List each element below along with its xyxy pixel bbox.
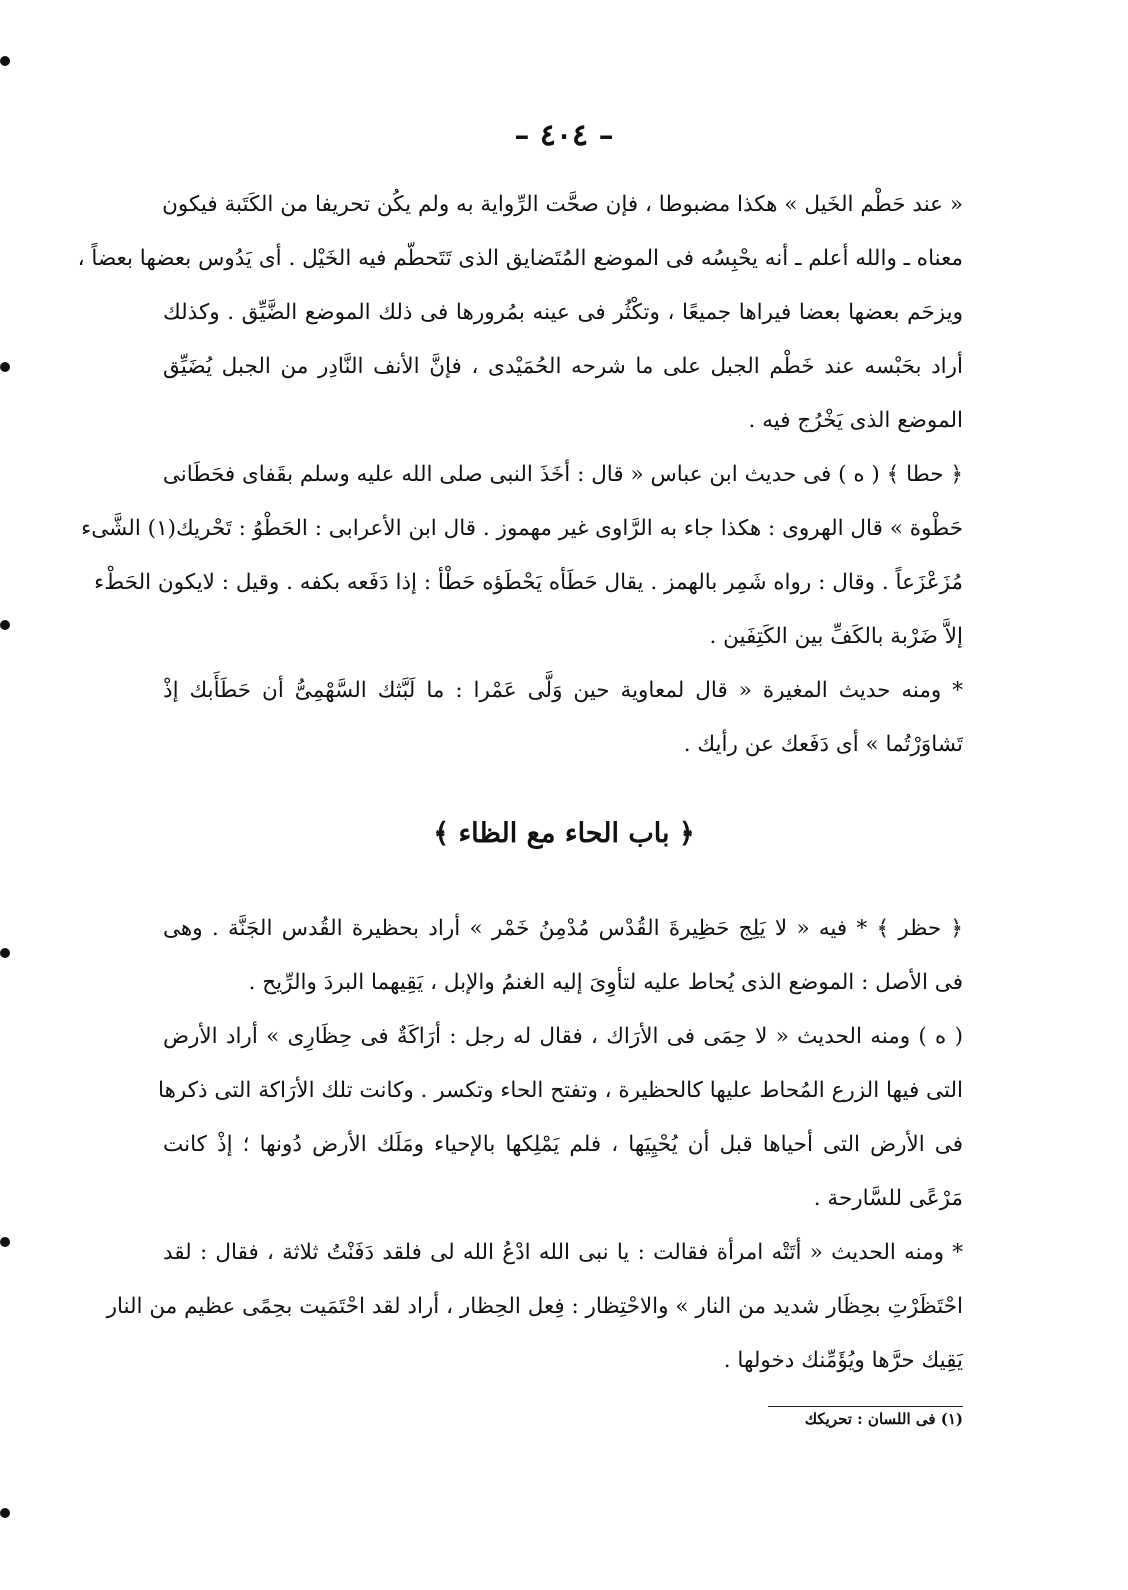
scan-margin-mark: [0, 1508, 10, 1518]
text-line: التى فيها الزرع المُحاط عليها كالحظيرة ، وتفتح الحاء وتكسر . وكانت تلك الأرَاكة التى ذكرها: [158, 1078, 963, 1103]
text-line: يَقِيك حرَّها ويُؤَمِّنك دخولها .: [723, 1348, 963, 1373]
scan-margin-mark: [0, 620, 10, 630]
text-line: ويزحَم بعضها بعضا فيراها جميعًا ، وتكْثُر فى عينه بمُرورها فى ذلك الموضع الضَّيِّق . وكذلك: [163, 300, 963, 325]
footnote-divider: [768, 1406, 963, 1407]
footnote: (١) فى اللسان : تحريكك: [804, 1410, 963, 1428]
text-line: معناه ـ والله أعلم ـ أنه يحْبِسُه فى الموضع المُتَضايق الذى تَتَحطّم فيه الخَيْل . أى يَدُوس بعضها بعضاً ،: [77, 246, 963, 271]
text-line: فى الأرض التى أحياها قبل أن يُحْيِيَها ، فلم يَمْلِكها بالإحياء ومَلَك الأرض دُونها ؛ إذْ كانت: [163, 1132, 963, 1157]
text-line: * ومنه الحديث « أتَتْه امرأة فقالت : يا نبى الله ادْعُ الله لى فلقد دَفَنْتُ ثلاثة ، فقال : لقد: [163, 1240, 963, 1265]
scan-margin-mark: [0, 362, 10, 372]
text-line: احْتَظَرْتِ بحِظَار شديد من النار » والاحْتِظار : فِعل الحِظار ، أراد لقد احْتَمَيت بحِمًى عظيم من النار: [106, 1294, 963, 1319]
text-line: إلاَّ ضَرْبة بالكَفِّ بين الكَتِفَين .: [709, 624, 963, 649]
text-line: تَشاوَرْتُما » أى دَفَعك عن رأيك .: [683, 732, 963, 757]
text-line: * ومنه حديث المغيرة « قال لمعاوية حين وَلَّى عَمْرا : ما لَبَّثك السَّهْمِىُّ أن حَطَأَبك إذْ: [163, 678, 963, 703]
text-line: فى الأصل : الموضع الذى يُحاط عليه لتأوِىَ إليه الغنمُ والإبل ، يَقِيهما البردَ والرِّيح .: [248, 970, 963, 995]
scan-margin-mark: [0, 56, 10, 66]
text-line: الموضع الذى يَخْرُج فيه .: [748, 408, 963, 433]
scan-margin-mark: [0, 948, 10, 958]
entry-heading-line: ﴿ حطا ﴾ ( ه ) فى حديث ابن عباس « قال : أخَذَ النبى صلى الله عليه وسلم بقَفاى فحَطَانى: [162, 462, 963, 487]
text-line: مَرْعًى للسَّارحة .: [813, 1186, 963, 1211]
section-title: ﴿ باب الحاء مع الظاء ﴾: [433, 818, 695, 849]
text-line: حَطْوة » قال الهروى : هكذا جاء به الرَّاوى غير مهموز . قال ابن الأعرابى : الحَطْوُ : تَحْريك(١) الشَّىء: [81, 516, 963, 541]
body-text-bottom: [106, 902, 963, 1388]
body-text-top: [77, 178, 963, 772]
scan-margin-mark: [0, 1237, 10, 1247]
text-line: أراد بحَبْسه عند خَطْم الجبل على ما شرحه الحُمَيْدى ، فإنَّ الأنف النَّادِر من الجبل يُضَيِّق: [163, 354, 963, 379]
page-number: – ٤٠٤ –: [514, 118, 614, 153]
text-line: مُزَعْزَعاً . وقال : رواه شَمِر بالهمز . يقال حَطَأه يَحْطَؤه حَطْأ : إذا دَفَعه بكفه . وقيل : لايكون الحَطْء: [94, 570, 963, 595]
text-line: ( ه ) ومنه الحديث « لا حِمَى فى الأرَاك ، فقال له رجل : أرَاكَةٌ فى حِظَارِى » أراد الأرض: [163, 1024, 963, 1049]
text-line: « عند حَطْم الخَيل » هكذا مضبوطا ، فإن صحَّت الرِّواية به ولم يكُن تحريفا من الكَتَبة فيكون: [162, 192, 963, 217]
entry-heading-line: ﴿ حظر ﴾ * فيه « لا يَلِج حَظِيرةَ القُدْس مُدْمِنُ خَمْر » أراد بحظيرة القُدس الجَنَّة . وهى: [163, 916, 963, 941]
